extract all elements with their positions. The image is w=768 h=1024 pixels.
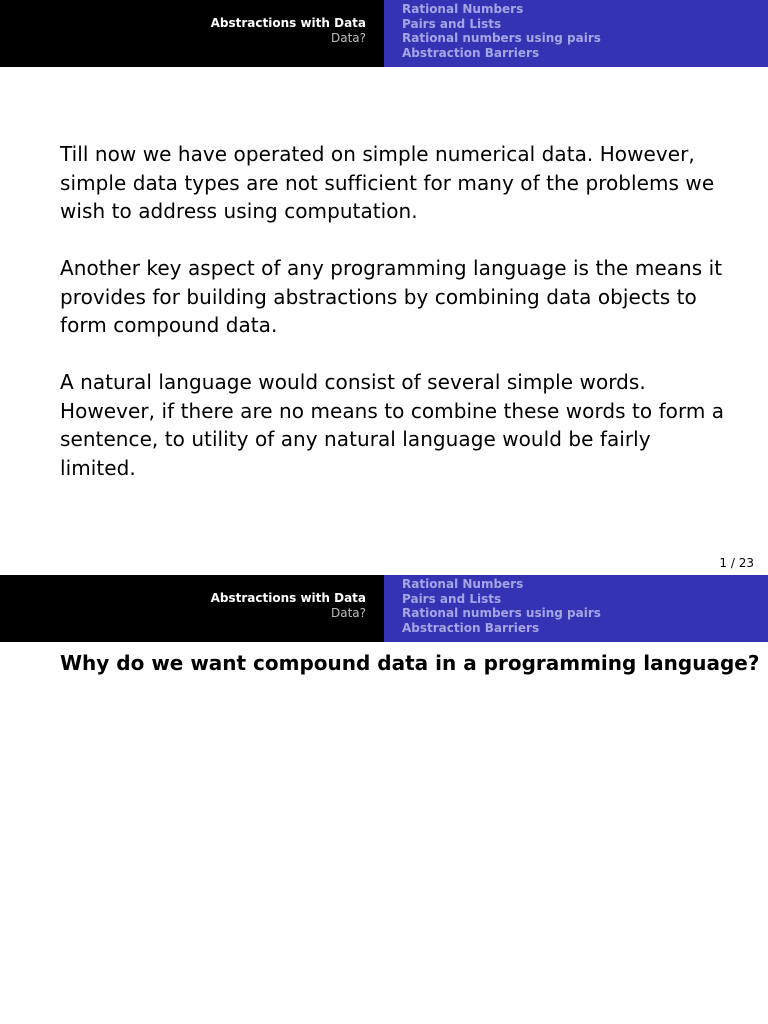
slide-header	[0, 0, 768, 67]
header-section-panel	[0, 0, 384, 67]
paragraph: A natural language would consist of several simple words. However, if there are no means to combine these words to form a sentence, to utility of any natural language would be fairly limited.	[60, 370, 725, 480]
nav-item-rational-numbers-using-pairs[interactable]: Rational numbers using pairs	[402, 31, 601, 46]
nav-item-abstraction-barriers[interactable]: Abstraction Barriers	[402, 621, 540, 636]
subsection-title[interactable]: Data?	[330, 31, 366, 45]
nav-item-rational-numbers[interactable]: Rational Numbers	[402, 2, 524, 16]
section-title[interactable]: Abstractions with Data	[210, 591, 366, 605]
header-nav-panel	[384, 575, 768, 642]
slide-header	[0, 575, 768, 642]
slide-number: 1 / 23	[719, 556, 754, 570]
frame-title: Why do we want compound data in a programming language?	[60, 651, 760, 675]
slide-body	[60, 140, 730, 511]
nav-item-pairs-and-lists[interactable]: Pairs and Lists	[402, 16, 502, 31]
header-nav-panel	[384, 0, 768, 67]
nav-item-abstraction-barriers[interactable]: Abstraction Barriers	[402, 46, 540, 61]
subsection-title[interactable]: Data?	[330, 606, 366, 620]
header-section-panel	[0, 575, 384, 642]
section-title[interactable]: Abstractions with Data	[210, 16, 366, 30]
paragraph: Another key aspect of any programming language is the means it provides for building abstractions by combining data objects to form compound data.	[60, 256, 723, 337]
subsection-nav	[402, 2, 601, 61]
paragraph: Till now we have operated on simple numerical data. However, simple data types are not sufficient for many of the problems we wish to address using computation.	[60, 142, 715, 223]
nav-item-rational-numbers[interactable]: Rational Numbers	[402, 577, 524, 591]
nav-item-pairs-and-lists[interactable]: Pairs and Lists	[402, 591, 502, 606]
nav-item-rational-numbers-using-pairs[interactable]: Rational numbers using pairs	[402, 606, 601, 621]
slide-2	[0, 575, 768, 1024]
subsection-nav	[402, 577, 601, 636]
